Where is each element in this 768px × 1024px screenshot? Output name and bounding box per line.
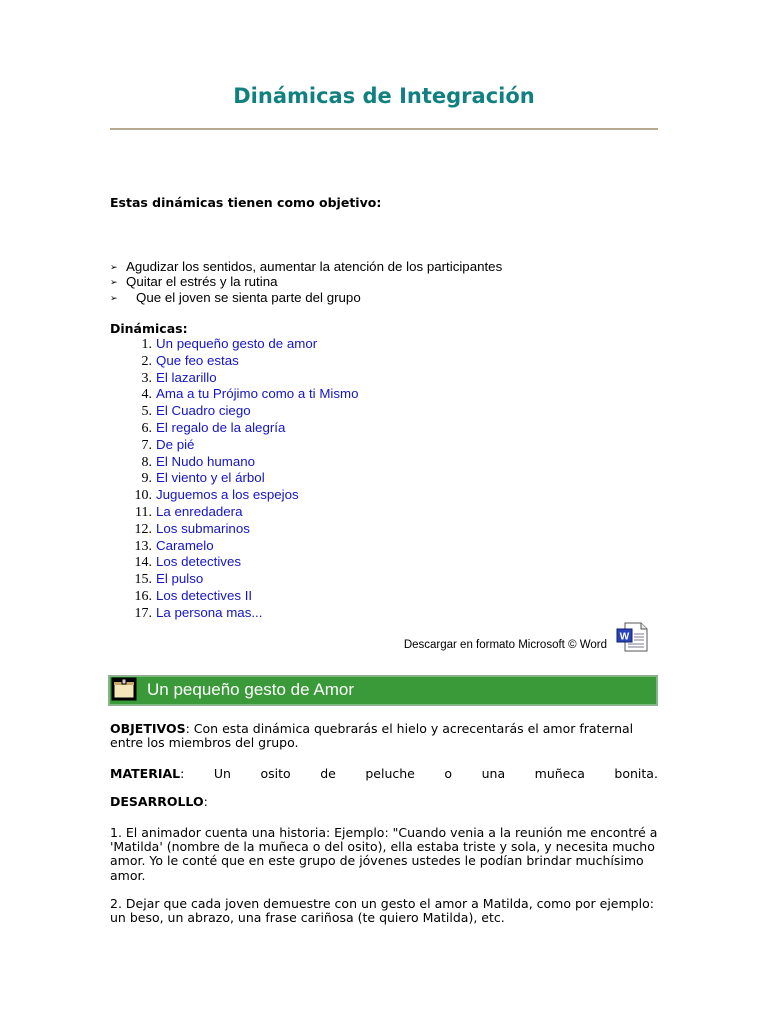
dynamics-item: 4. Ama a tu Prójimo como a ti Mismo	[141, 386, 359, 403]
svg-text:W: W	[619, 631, 630, 643]
dynamics-link[interactable]: De pié	[156, 436, 195, 452]
dynamics-item: 7. De pié	[141, 436, 195, 453]
dynamics-item: 10. Juguemos a los espejos	[134, 487, 299, 504]
dynamics-item: 13. Caramelo	[134, 537, 214, 554]
dynamics-item: 14. Los detectives	[134, 554, 242, 571]
objective-item: ➢ Agudizar los sentidos, aumentar la atención de los participantes	[110, 259, 503, 274]
title-divider	[110, 128, 658, 130]
dynamics-link[interactable]: El pulso	[156, 571, 204, 587]
dynamics-item: 8. El Nudo humano	[141, 453, 256, 470]
dynamics-item: 11. La enredadera	[135, 503, 243, 520]
dynamics-link[interactable]: Que feo estas	[156, 352, 239, 368]
material-label: MATERIAL	[110, 766, 181, 781]
arrow-bullet-icon: ➢	[110, 277, 118, 288]
dynamics-link[interactable]: La enredadera	[156, 503, 243, 519]
intro-text: Estas dinámicas tienen como objetivo:	[110, 195, 382, 210]
dynamics-link[interactable]: El regalo de la alegría	[156, 419, 286, 435]
dynamics-item: 1. Un pequeño gesto de amor	[141, 336, 318, 352]
dynamics-item: 15. El pulso	[134, 571, 204, 588]
dynamics-link[interactable]: El lazarillo	[156, 369, 217, 385]
dynamics-link[interactable]: El Nudo humano	[156, 453, 256, 469]
dynamics-link[interactable]: Los detectives II	[156, 587, 253, 603]
download-word-link[interactable]: Descargar en formato Microsoft © Word	[403, 639, 607, 651]
desarrollo-heading: DESARROLLO:	[110, 794, 208, 809]
page-title: Dinámicas de Integración	[233, 84, 535, 108]
dynamics-link[interactable]: El Cuadro ciego	[156, 403, 251, 419]
dynamics-item: 9. El viento y el árbol	[141, 470, 265, 487]
dynamics-heading: Dinámicas:	[110, 321, 188, 336]
material-paragraph: MATERIAL: Un osito de peluche o una muñeca bonita.	[110, 766, 658, 781]
objectives-list	[110, 259, 502, 305]
dynamics-item: 3. El lazarillo	[141, 369, 217, 386]
dynamics-item: 17. La persona mas...	[134, 604, 263, 621]
objetivos-paragraph	[110, 722, 658, 750]
dynamics-link[interactable]: Juguemos a los espejos	[156, 487, 299, 503]
dynamics-link[interactable]: La persona mas...	[156, 604, 263, 620]
dynamics-link[interactable]: Los detectives	[156, 554, 242, 570]
desarrollo-step-1: 1. El animador cuenta una historia: Ejemplo: "Cuando venia a la reunión me encontré a 'Matilda' (nombre de la muñeca o del osito), ella estaba triste y sola, y necesita mucho amor. Yo le conté que en este grupo de jóvenes ustedes le podían brindar muchísimo amor.	[110, 825, 658, 883]
section-title: Un pequeño gesto de Amor	[147, 680, 354, 699]
objective-item: ➢ Que el joven se sienta parte del grupo	[110, 289, 361, 305]
dynamics-link[interactable]: Un pequeño gesto de amor	[156, 336, 318, 351]
dynamics-list	[110, 335, 358, 621]
word-document-icon[interactable]	[616, 622, 648, 652]
arrow-bullet-icon: ➢	[110, 262, 118, 272]
dynamics-link[interactable]: Caramelo	[156, 537, 214, 553]
section-header-bar	[108, 675, 658, 706]
objetivos-label: OBJETIVOS	[110, 721, 186, 736]
dynamics-item: 5. El Cuadro ciego	[141, 403, 251, 420]
desarrollo-label: DESARROLLO	[110, 794, 204, 809]
dynamics-item: 6. El regalo de la alegría	[141, 419, 286, 436]
dynamics-link[interactable]: Los submarinos	[156, 520, 250, 536]
dynamics-item: 2. Que feo estas	[141, 352, 239, 369]
objective-item: ➢ Quitar el estrés y la rutina	[110, 274, 278, 290]
dynamics-item: 12. Los submarinos	[134, 520, 250, 537]
dynamics-link[interactable]: Ama a tu Prójimo como a ti Mismo	[156, 386, 359, 402]
desarrollo-step-2: 2. Dejar que cada joven demuestre con un gesto el amor a Matilda, como por ejemplo: un beso, un abrazo, una frase cariñosa (te quiero Matilda), etc.	[110, 896, 654, 926]
dynamics-item: 16. Los detectives II	[134, 587, 253, 604]
arrow-bullet-icon: ➢	[110, 292, 118, 303]
dynamics-link[interactable]: El viento y el árbol	[156, 470, 265, 486]
objetivos-text: : Con esta dinámica quebrarás el hielo y acrecentarás el amor fraternal entre los miembros del grupo.	[110, 721, 634, 751]
notepad-icon	[111, 677, 137, 701]
